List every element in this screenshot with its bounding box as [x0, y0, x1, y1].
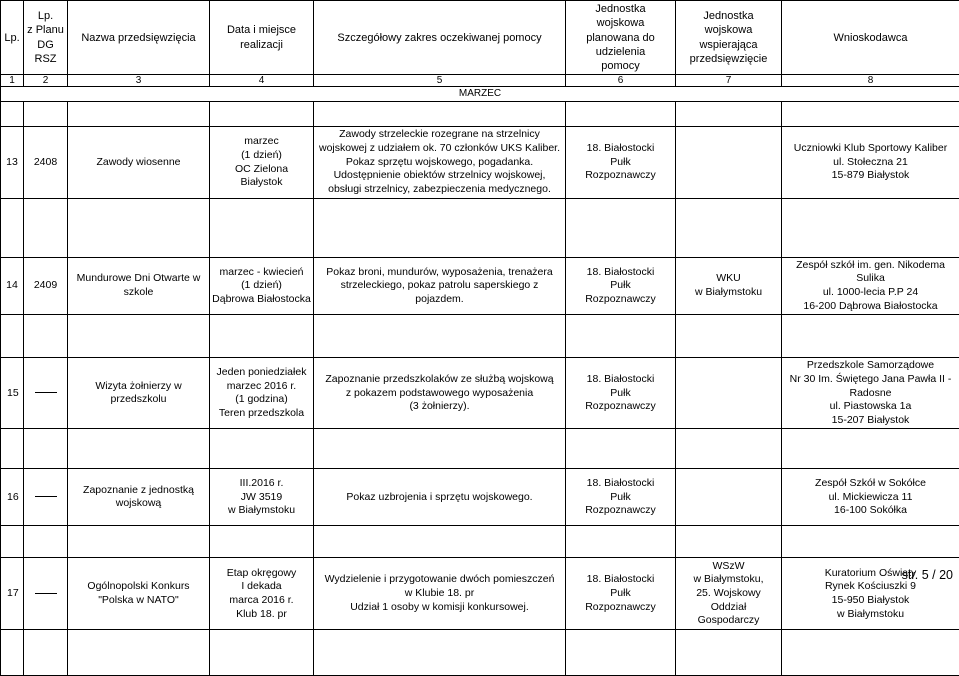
table-row: [1, 558, 959, 630]
row-scope: Pokaz broni, mundurów, wyposażenia, trenażera strzeleckiego, pokaz patrolu saperskiego z pojazdem.: [314, 257, 566, 315]
row-support: WSzW w Białymstoku, 25. Wojskowy Oddział Gospodarczy: [676, 558, 782, 630]
row-applicant: Zespół Szkół w Sokółce ul. Mickiewicza 11 16-100 Sokółka: [782, 469, 959, 526]
column-number: 8: [782, 75, 959, 87]
header-unit-planned: Jednostka wojskowa planowana do udzielenia pomocy: [566, 1, 676, 75]
column-number: 4: [210, 75, 314, 87]
spacer-row: [1, 429, 959, 469]
table-row: [1, 257, 959, 315]
column-number: 3: [68, 75, 210, 87]
header-lp-plan: Lp. z Planu DG RSZ: [24, 1, 68, 75]
row-unit: 18. Białostocki Pułk Rozpoznawczy: [566, 558, 676, 630]
row-plan: 2409: [24, 257, 68, 315]
spacer-row: [1, 526, 959, 558]
row-lp: 15: [1, 358, 24, 429]
column-number: 5: [314, 75, 566, 87]
row-scope: Wydzielenie i przygotowanie dwóch pomieszczeń w Klubie 18. pr Udział 1 osoby w komisji konkursowej.: [314, 558, 566, 630]
empty-dash: [35, 392, 57, 393]
column-number: 2: [24, 75, 68, 87]
row-name: Wizyta żołnierzy w przedszkolu: [68, 358, 210, 429]
row-date: III.2016 r. JW 3519 w Białymstoku: [210, 469, 314, 526]
row-name: Ogólnopolski Konkurs "Polska w NATO": [68, 558, 210, 630]
header-lp: Lp.: [1, 1, 24, 75]
row-plan: [24, 358, 68, 429]
row-applicant: Uczniowki Klub Sportowy Kaliber ul. Stołeczna 21 15-879 Białystok: [782, 127, 959, 198]
spacer-row: [1, 630, 959, 676]
row-plan: [24, 469, 68, 526]
row-unit: 18. Białostocki Pułk Rozpoznawczy: [566, 257, 676, 315]
row-name: Zawody wiosenne: [68, 127, 210, 198]
row-scope: Zapoznanie przedszkolaków ze służbą wojskową z pokazem podstawowego wyposażenia (3 żołnierzy).: [314, 358, 566, 429]
row-date: Jeden poniedziałek marzec 2016 r. (1 godzina) Teren przedszkola: [210, 358, 314, 429]
row-lp: 17: [1, 558, 24, 630]
header-row: [1, 1, 959, 75]
month-row: [1, 87, 959, 102]
column-number: 6: [566, 75, 676, 87]
empty-dash: [35, 593, 57, 594]
row-support: [676, 469, 782, 526]
row-applicant: Kuratorium Oświaty Rynek Kościuszki 9 15-950 Białystok w Białymstoku: [782, 558, 959, 630]
row-applicant: Zespół szkół im. gen. Nikodema Sulika ul. 1000-lecia P.P 24 16-200 Dąbrowa Białostocka: [782, 257, 959, 315]
row-unit: 18. Białostocki Pułk Rozpoznawczy: [566, 469, 676, 526]
row-name: Mundurowe Dni Otwarte w szkole: [68, 257, 210, 315]
table-row: [1, 127, 959, 198]
row-date: marzec - kwiecień (1 dzień) Dąbrowa Białostocka: [210, 257, 314, 315]
page-number: str. 5 / 20: [902, 568, 953, 582]
row-support: WKU w Białymstoku: [676, 257, 782, 315]
table-row: [1, 358, 959, 429]
spacer-row: [1, 102, 959, 127]
column-number-row: [1, 75, 959, 87]
row-unit: 18. Białostocki Pułk Rozpoznawczy: [566, 358, 676, 429]
row-plan: [24, 558, 68, 630]
column-number: 7: [676, 75, 782, 87]
header-name: Nazwa przedsięwzięcia: [68, 1, 210, 75]
empty-dash: [35, 496, 57, 497]
row-lp: 16: [1, 469, 24, 526]
row-scope: Pokaz uzbrojenia i sprzętu wojskowego.: [314, 469, 566, 526]
header-date-place: Data i miejsce realizacji: [210, 1, 314, 75]
table-row: [1, 469, 959, 526]
month-label: MARZEC: [1, 87, 959, 102]
header-unit-support: Jednostka wojskowa wspierająca przedsięwzięcie: [676, 1, 782, 75]
header-scope: Szczegółowy zakres oczekiwanej pomocy: [314, 1, 566, 75]
row-lp: 14: [1, 257, 24, 315]
row-unit: 18. Białostocki Pułk Rozpoznawczy: [566, 127, 676, 198]
row-name: Zapoznanie z jednostką wojskową: [68, 469, 210, 526]
row-plan: 2408: [24, 127, 68, 198]
row-date: Etap okręgowy I dekada marca 2016 r. Klub 18. pr: [210, 558, 314, 630]
row-scope: Zawody strzeleckie rozegrane na strzelnicy wojskowej z udziałem ok. 70 członków UKS Kaliber. Pokaz sprzętu wojskowego, pogadanka. Udostępnienie obiektów strzelnicy wojskowej, obsługi strzelnicy, zabezpieczenia medycznego.: [314, 127, 566, 198]
header-applicant: Wnioskodawca: [782, 1, 959, 75]
row-date: marzec (1 dzień) OC Zielona Białystok: [210, 127, 314, 198]
row-applicant: Przedszkole Samorządowe Nr 30 Im. Świętego Jana Pawła II - Radosne ul. Piastowska 1a 15-207 Białystok: [782, 358, 959, 429]
row-support: [676, 358, 782, 429]
spacer-row: [1, 198, 959, 257]
row-lp: 13: [1, 127, 24, 198]
spacer-row: [1, 315, 959, 358]
row-support: [676, 127, 782, 198]
column-number: 1: [1, 75, 24, 87]
